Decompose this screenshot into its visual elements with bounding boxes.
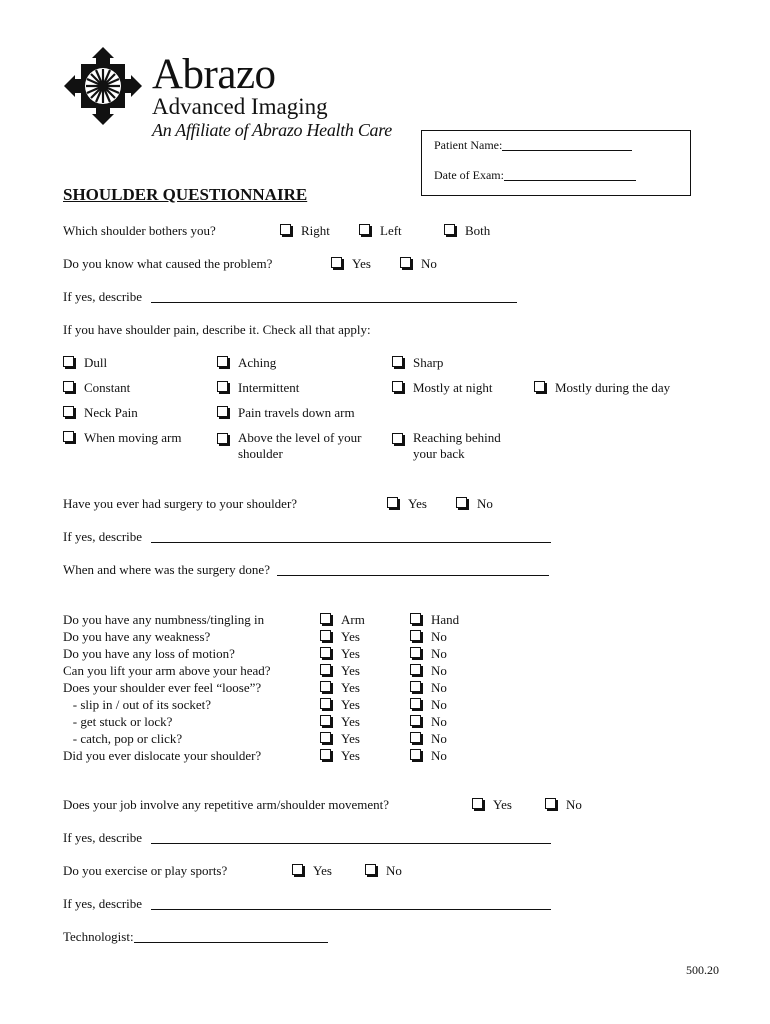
pain-intermittent-option[interactable] — [217, 380, 299, 396]
job-describe-row — [63, 830, 551, 846]
sports-yes-label: Yes — [313, 863, 332, 878]
symptom-checkbox-a[interactable] — [320, 613, 331, 624]
symptom-row — [63, 646, 235, 662]
pain-neck-label: Neck Pain — [84, 405, 138, 420]
sports-describe-row — [63, 896, 551, 912]
symptom-question: Do you have any loss of motion? — [63, 646, 235, 661]
surgery-yes-checkbox[interactable] — [387, 497, 398, 508]
symptom-option-a[interactable] — [320, 612, 365, 628]
symptom-question: Do you have any numbness/tingling in — [63, 612, 265, 627]
cause-describe-label: If yes, describe — [63, 289, 143, 304]
symptom-option-b-label: No — [431, 697, 447, 712]
surgery-when-label: When and where was the surgery done? — [63, 562, 270, 577]
pain-dull-label: Dull — [84, 355, 108, 370]
technologist-label: Technologist: — [63, 929, 134, 944]
symptom-checkbox-a[interactable] — [320, 647, 331, 658]
symptom-option-a-label: Yes — [341, 748, 360, 763]
cause-no-option[interactable] — [400, 256, 437, 272]
symptom-option-b-label: Hand — [431, 612, 460, 627]
symptom-row — [63, 731, 182, 747]
symptom-checkbox-a[interactable] — [320, 681, 331, 692]
pain-reaching-option[interactable] — [392, 430, 521, 462]
pain-aching-label: Aching — [238, 355, 277, 370]
surgery-no-checkbox[interactable] — [456, 497, 467, 508]
symptom-checkbox-a[interactable] — [320, 698, 331, 709]
pain-intermittent-label: Intermittent — [238, 380, 300, 395]
pain-reaching-checkbox[interactable] — [392, 433, 403, 444]
brand-name: Abrazo — [152, 51, 276, 98]
symptom-checkbox-a[interactable] — [320, 715, 331, 726]
symptom-option-a-label: Arm — [341, 612, 365, 627]
symptom-option-a[interactable] — [320, 629, 360, 645]
symptom-row — [63, 680, 261, 696]
sports-yes-option[interactable] — [292, 863, 332, 879]
symptom-checkbox-b[interactable] — [410, 664, 421, 675]
symptom-row — [63, 748, 261, 764]
cause-no-label: No — [421, 256, 437, 271]
symptom-option-b-label: No — [431, 748, 447, 763]
exam-date-row — [434, 168, 636, 183]
sports-no-option[interactable] — [365, 863, 402, 879]
job-no-option[interactable] — [545, 797, 582, 813]
surgery-question: Have you ever had surgery to your shoulder? — [63, 496, 298, 511]
symptom-question: - get stuck or lock? — [63, 714, 173, 729]
symptom-option-a[interactable] — [320, 714, 360, 730]
symptom-option-a-label: Yes — [341, 731, 360, 746]
pain-day-label: Mostly during the day — [555, 380, 671, 395]
symptom-option-a[interactable] — [320, 731, 360, 747]
symptom-checkbox-b[interactable] — [410, 647, 421, 658]
which-shoulder-question: Which shoulder bothers you? — [63, 223, 216, 238]
patient-name-label: Patient Name: — [434, 138, 503, 152]
job-describe-label: If yes, describe — [63, 830, 143, 845]
symptom-checkbox-b[interactable] — [410, 630, 421, 641]
symptom-checkbox-b[interactable] — [410, 732, 421, 743]
pain-moving-label: When moving arm — [84, 430, 182, 445]
technologist-row — [63, 929, 328, 945]
symptom-question: Did you ever dislocate your shoulder? — [63, 748, 262, 763]
symptom-option-b[interactable] — [410, 663, 447, 679]
cause-describe-row — [63, 289, 517, 305]
job-no-checkbox[interactable] — [545, 798, 556, 809]
job-yes-label: Yes — [493, 797, 512, 812]
pain-neck-option[interactable] — [63, 405, 138, 421]
symptom-option-a-label: Yes — [341, 629, 360, 644]
symptom-option-b[interactable] — [410, 748, 447, 764]
cause-question: Do you know what caused the problem? — [63, 256, 273, 271]
surgery-yes-option[interactable] — [387, 496, 427, 512]
symptom-checkbox-b[interactable] — [410, 715, 421, 726]
pain-day-checkbox[interactable] — [534, 381, 545, 392]
surgery-no-label: No — [477, 496, 493, 511]
cause-describe-field[interactable] — [151, 290, 517, 303]
pain-above-checkbox[interactable] — [217, 433, 228, 444]
pain-travels-label: Pain travels down arm — [238, 405, 355, 420]
symptom-checkbox-b[interactable] — [410, 698, 421, 709]
symptom-option-b[interactable] — [410, 646, 447, 662]
form-number: 500.20 — [686, 963, 719, 977]
sports-no-label: No — [386, 863, 402, 878]
pain-aching-option[interactable] — [217, 355, 276, 371]
job-no-label: No — [566, 797, 582, 812]
pain-sharp-label: Sharp — [413, 355, 444, 370]
symptom-checkbox-a[interactable] — [320, 630, 331, 641]
left-checkbox[interactable] — [359, 224, 370, 235]
pain-reaching-label: Reaching behind your back — [413, 430, 501, 461]
pain-instructions: If you have shoulder pain, describe it. Check all that apply: — [63, 322, 371, 337]
pain-moving-checkbox[interactable] — [63, 431, 74, 442]
exam-date-label: Date of Exam: — [434, 168, 504, 182]
brand-subtitle: Advanced Imaging — [152, 94, 328, 119]
symptom-option-a-label: Yes — [341, 714, 360, 729]
pain-sharp-option[interactable] — [392, 355, 443, 371]
both-option[interactable] — [444, 223, 490, 239]
cause-yes-label: Yes — [352, 256, 371, 271]
pain-neck-checkbox[interactable] — [63, 406, 74, 417]
symptom-option-b-label: No — [431, 663, 447, 678]
symptom-checkbox-b[interactable] — [410, 613, 421, 624]
symptom-option-a-label: Yes — [341, 697, 360, 712]
symptom-question: Does your shoulder ever feel “loose”? — [63, 680, 262, 695]
pain-constant-label: Constant — [84, 380, 131, 395]
pain-dull-option[interactable] — [63, 355, 107, 371]
pain-above-option[interactable] — [217, 430, 378, 462]
brand-affiliate: An Affiliate of Abrazo Health Care — [152, 120, 392, 140]
surgery-describe-row — [63, 529, 551, 545]
right-checkbox[interactable] — [280, 224, 291, 235]
surgery-no-option[interactable] — [456, 496, 493, 512]
symptom-row — [63, 714, 172, 730]
pain-sharp-checkbox[interactable] — [392, 356, 403, 367]
sports-question: Do you exercise or play sports? — [63, 863, 228, 878]
patient-name-field[interactable] — [502, 138, 632, 151]
cause-yes-checkbox[interactable] — [331, 257, 342, 268]
symptom-option-b-label: No — [431, 714, 447, 729]
pain-moving-option[interactable] — [63, 430, 181, 446]
symptom-checkbox-a[interactable] — [320, 664, 331, 675]
form-title: SHOULDER QUESTIONNAIRE — [63, 185, 308, 204]
patient-name-row — [434, 138, 632, 153]
surgery-describe-field[interactable] — [151, 530, 551, 543]
symptom-option-b[interactable] — [410, 731, 447, 747]
symptom-checkbox-b[interactable] — [410, 681, 421, 692]
pain-travels-checkbox[interactable] — [217, 406, 228, 417]
sports-describe-field[interactable] — [151, 897, 551, 910]
symptom-checkbox-a[interactable] — [320, 749, 331, 760]
job-question: Does your job involve any repetitive arm/shoulder movement? — [63, 797, 389, 812]
pain-aching-checkbox[interactable] — [217, 356, 228, 367]
pain-dull-checkbox[interactable] — [63, 356, 74, 367]
pain-constant-option[interactable] — [63, 380, 130, 396]
left-option-label: Left — [380, 223, 402, 238]
sports-yes-checkbox[interactable] — [292, 864, 303, 875]
job-yes-option[interactable] — [472, 797, 512, 813]
cause-yes-option[interactable] — [331, 256, 371, 272]
pain-day-option[interactable] — [534, 380, 670, 396]
exam-date-field[interactable] — [504, 168, 636, 181]
symptom-row — [63, 697, 211, 713]
symptom-option-a[interactable] — [320, 697, 360, 713]
pain-travels-option[interactable] — [217, 405, 355, 421]
symptom-row — [63, 612, 264, 628]
symptom-option-a[interactable] — [320, 663, 360, 679]
surgery-describe-label: If yes, describe — [63, 529, 143, 544]
both-checkbox[interactable] — [444, 224, 455, 235]
symptom-option-b-label: No — [431, 646, 447, 661]
abrazo-logo-icon — [62, 45, 144, 129]
symptom-question: Can you lift your arm above your head? — [63, 663, 271, 678]
symptom-option-a[interactable] — [320, 646, 360, 662]
symptom-option-a-label: Yes — [341, 646, 360, 661]
symptom-option-b[interactable] — [410, 714, 447, 730]
job-yes-checkbox[interactable] — [472, 798, 483, 809]
symptom-question: Do you have any weakness? — [63, 629, 211, 644]
right-option-label: Right — [301, 223, 330, 238]
surgery-when-field[interactable] — [277, 563, 549, 576]
symptom-option-b[interactable] — [410, 697, 447, 713]
symptom-option-b-label: No — [431, 629, 447, 644]
right-option[interactable] — [280, 223, 330, 239]
job-describe-field[interactable] — [151, 831, 551, 844]
both-option-label: Both — [465, 223, 491, 238]
patient-info-box — [421, 130, 691, 196]
surgery-when-row — [63, 562, 549, 578]
symptom-option-b-label: No — [431, 680, 447, 695]
sports-describe-label: If yes, describe — [63, 896, 143, 911]
pain-night-label: Mostly at night — [413, 380, 493, 395]
symptom-option-a[interactable] — [320, 680, 360, 696]
surgery-yes-label: Yes — [408, 496, 427, 511]
symptom-option-b[interactable] — [410, 629, 447, 645]
pain-constant-checkbox[interactable] — [63, 381, 74, 392]
symptom-question: - slip in / out of its socket? — [63, 697, 212, 712]
symptom-option-b[interactable] — [410, 612, 459, 628]
symptom-checkbox-b[interactable] — [410, 749, 421, 760]
symptom-option-a-label: Yes — [341, 680, 360, 695]
symptom-checkbox-a[interactable] — [320, 732, 331, 743]
sports-no-checkbox[interactable] — [365, 864, 376, 875]
symptom-row — [63, 663, 271, 679]
cause-no-checkbox[interactable] — [400, 257, 411, 268]
symptom-row — [63, 629, 210, 645]
symptom-option-a[interactable] — [320, 748, 360, 764]
symptom-option-b-label: No — [431, 731, 447, 746]
symptom-option-b[interactable] — [410, 680, 447, 696]
pain-above-label: Above the level of your shoulder — [238, 430, 362, 461]
left-option[interactable] — [359, 223, 402, 239]
pain-intermittent-checkbox[interactable] — [217, 381, 228, 392]
technologist-field[interactable] — [134, 930, 328, 943]
pain-night-checkbox[interactable] — [392, 381, 403, 392]
symptom-question: - catch, pop or click? — [63, 731, 183, 746]
symptom-option-a-label: Yes — [341, 663, 360, 678]
pain-night-option[interactable] — [392, 380, 492, 396]
